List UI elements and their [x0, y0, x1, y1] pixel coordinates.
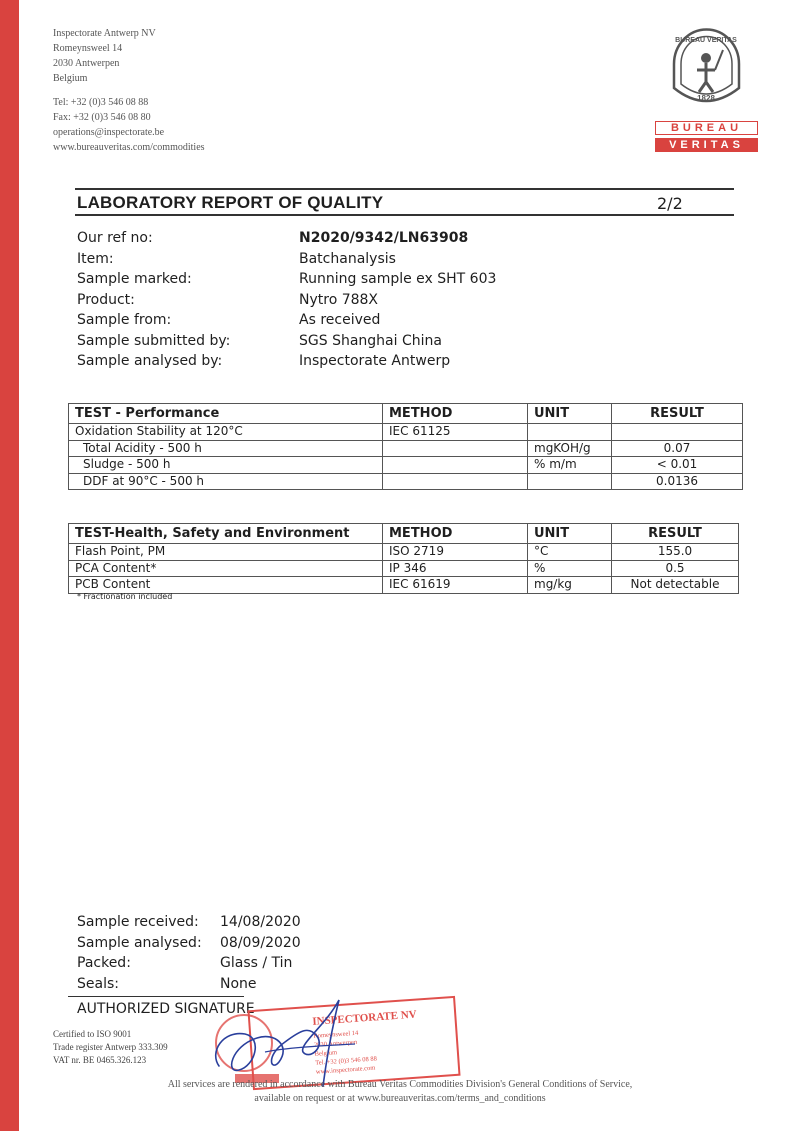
info-label: Sample from: [77, 312, 172, 328]
result-cell: 0.07 [612, 440, 743, 457]
sample-row [77, 953, 293, 974]
result-cell: 155.0 [612, 544, 739, 561]
unit-cell: % [528, 560, 612, 577]
column-header-unit: UNIT [528, 524, 612, 544]
column-header-test: TEST - Performance [69, 404, 383, 424]
sample-row [77, 912, 301, 933]
info-label: Item: [77, 250, 114, 267]
title-top-rule [75, 188, 734, 190]
left-margin-bar [0, 0, 19, 1131]
sample-label: Sample received: [77, 914, 199, 930]
footer-line: available on request or at www.bureauveritas.com/terms_and_conditions [254, 1093, 546, 1104]
signature-label: AUTHORIZED SIGNATURE [77, 1001, 255, 1017]
column-header-method: METHOD [383, 524, 528, 544]
sample-row [77, 974, 257, 995]
method-cell: IEC 61619 [383, 577, 528, 594]
table-header-row [69, 524, 739, 544]
sample-value: 14/08/2020 [220, 914, 301, 930]
cert-line: VAT nr. BE 0465.326.123 [53, 1055, 147, 1065]
unit-cell [528, 473, 612, 490]
result-cell: 0.0136 [612, 473, 743, 490]
column-header-method: METHOD [383, 404, 528, 424]
method-cell: IP 346 [383, 560, 528, 577]
info-value: As received [299, 312, 381, 328]
info-value: Running sample ex SHT 603 [299, 271, 497, 287]
stamp-line: Romeynsweel 14 [313, 1029, 359, 1040]
test-cell: PCA Content* [69, 560, 383, 577]
bureau-veritas-logo [655, 24, 758, 152]
stamp-line: 2030 Antwerpen [313, 1038, 358, 1049]
info-value: Inspectorate Antwerp [299, 353, 451, 369]
method-cell [383, 440, 528, 457]
logo-word-bureau: BUREAU [655, 121, 758, 135]
report-title: LABORATORY REPORT OF QUALITY [77, 193, 384, 212]
sample-label: Seals: [77, 975, 119, 992]
info-label: Product: [77, 291, 135, 308]
info-label: Sample marked: [77, 271, 192, 287]
method-cell: IEC 61125 [383, 424, 528, 441]
unit-cell [528, 424, 612, 441]
table-row [69, 577, 739, 594]
table-row [69, 473, 743, 490]
company-address [53, 26, 205, 155]
method-cell [383, 473, 528, 490]
column-header-result: RESULT [612, 404, 743, 424]
column-header-unit: UNIT [528, 404, 612, 424]
company-web: www.bureauveritas.com/commodities [53, 142, 205, 153]
logo-ring-text: BUREAU VERITAS [675, 37, 737, 44]
table-row [69, 457, 743, 474]
sample-label: Packed: [77, 955, 131, 971]
handwritten-signature [205, 996, 365, 1092]
column-header-result: RESULT [612, 524, 739, 544]
sample-label: Sample analysed: [77, 934, 202, 951]
footer-line: All services are rendered in accordance with Bureau Veritas Commodities Division's General Conditions of Service, [167, 1079, 633, 1090]
cert-line: Trade register Antwerp 333.309 [53, 1042, 168, 1052]
column-header-test: TEST-Health, Safety and Environment [69, 524, 383, 544]
sample-details [77, 912, 301, 994]
page-number: 2/2 [657, 194, 683, 213]
result-cell [612, 424, 743, 441]
company-street: Romeynsweel 14 [53, 43, 123, 54]
info-value: Batchanalysis [299, 250, 396, 267]
table-row [69, 440, 743, 457]
stamp-line: Tel. +32 (0)3 546 08 88 [315, 1055, 378, 1067]
table-row [69, 544, 739, 561]
unit-cell: °C [528, 544, 612, 561]
company-email: operations@inspectorate.be [53, 127, 165, 138]
info-value: Nytro 788X [299, 291, 379, 308]
certification-info [53, 1028, 168, 1067]
stamp-line: Belgium [314, 1049, 338, 1058]
title-bottom-rule [75, 214, 734, 216]
method-cell [383, 457, 528, 474]
company-city: 2030 Antwerpen [53, 58, 120, 69]
sample-value: Glass / Tin [220, 955, 293, 971]
sample-value: 08/09/2020 [220, 934, 301, 951]
test-cell: DDF at 90°C - 500 h [69, 473, 383, 490]
table-row [69, 424, 743, 441]
logo-word-veritas: VERITAS [655, 138, 758, 152]
method-cell: ISO 2719 [383, 544, 528, 561]
test-cell: Flash Point, PM [69, 544, 383, 561]
table-footnote: * Fractionation included [77, 592, 173, 601]
performance-table [68, 403, 743, 490]
test-cell: Oxidation Stability at 120°C [69, 424, 383, 441]
veritas-seal-icon [669, 24, 744, 108]
test-cell: PCB Content [69, 577, 383, 594]
logo-year: 1828 [697, 94, 715, 103]
company-fax: Fax: +32 (0)3 546 08 80 [53, 112, 151, 123]
hse-table [68, 523, 739, 594]
table-header-row [69, 404, 743, 424]
unit-cell: % m/m [528, 457, 612, 474]
result-cell: < 0.01 [612, 457, 743, 474]
unit-cell: mg/kg [528, 577, 612, 594]
table-row [69, 560, 739, 577]
sample-row [77, 933, 301, 954]
company-country: Belgium [53, 73, 88, 84]
stamp-name: INSPECTORATE NV [312, 1008, 418, 1028]
sample-value: None [220, 975, 257, 992]
company-name: Inspectorate Antwerp NV [53, 28, 156, 39]
result-cell: 0.5 [612, 560, 739, 577]
cert-line: Certified to ISO 9001 [53, 1029, 132, 1039]
company-tel: Tel: +32 (0)3 546 08 88 [53, 97, 149, 108]
unit-cell: mgKOH/g [528, 440, 612, 457]
info-label: Sample submitted by: [77, 332, 231, 349]
info-label: Our ref no: [77, 230, 153, 246]
info-value: SGS Shanghai China [299, 332, 442, 349]
result-cell: Not detectable [612, 577, 739, 594]
info-label: Sample analysed by: [77, 353, 223, 369]
reference-number: N2020/9342/LN63908 [299, 230, 469, 246]
stamp-line: www.inspectorate.com [315, 1064, 376, 1076]
test-cell: Sludge - 500 h [69, 457, 383, 474]
test-cell: Total Acidity - 500 h [69, 440, 383, 457]
